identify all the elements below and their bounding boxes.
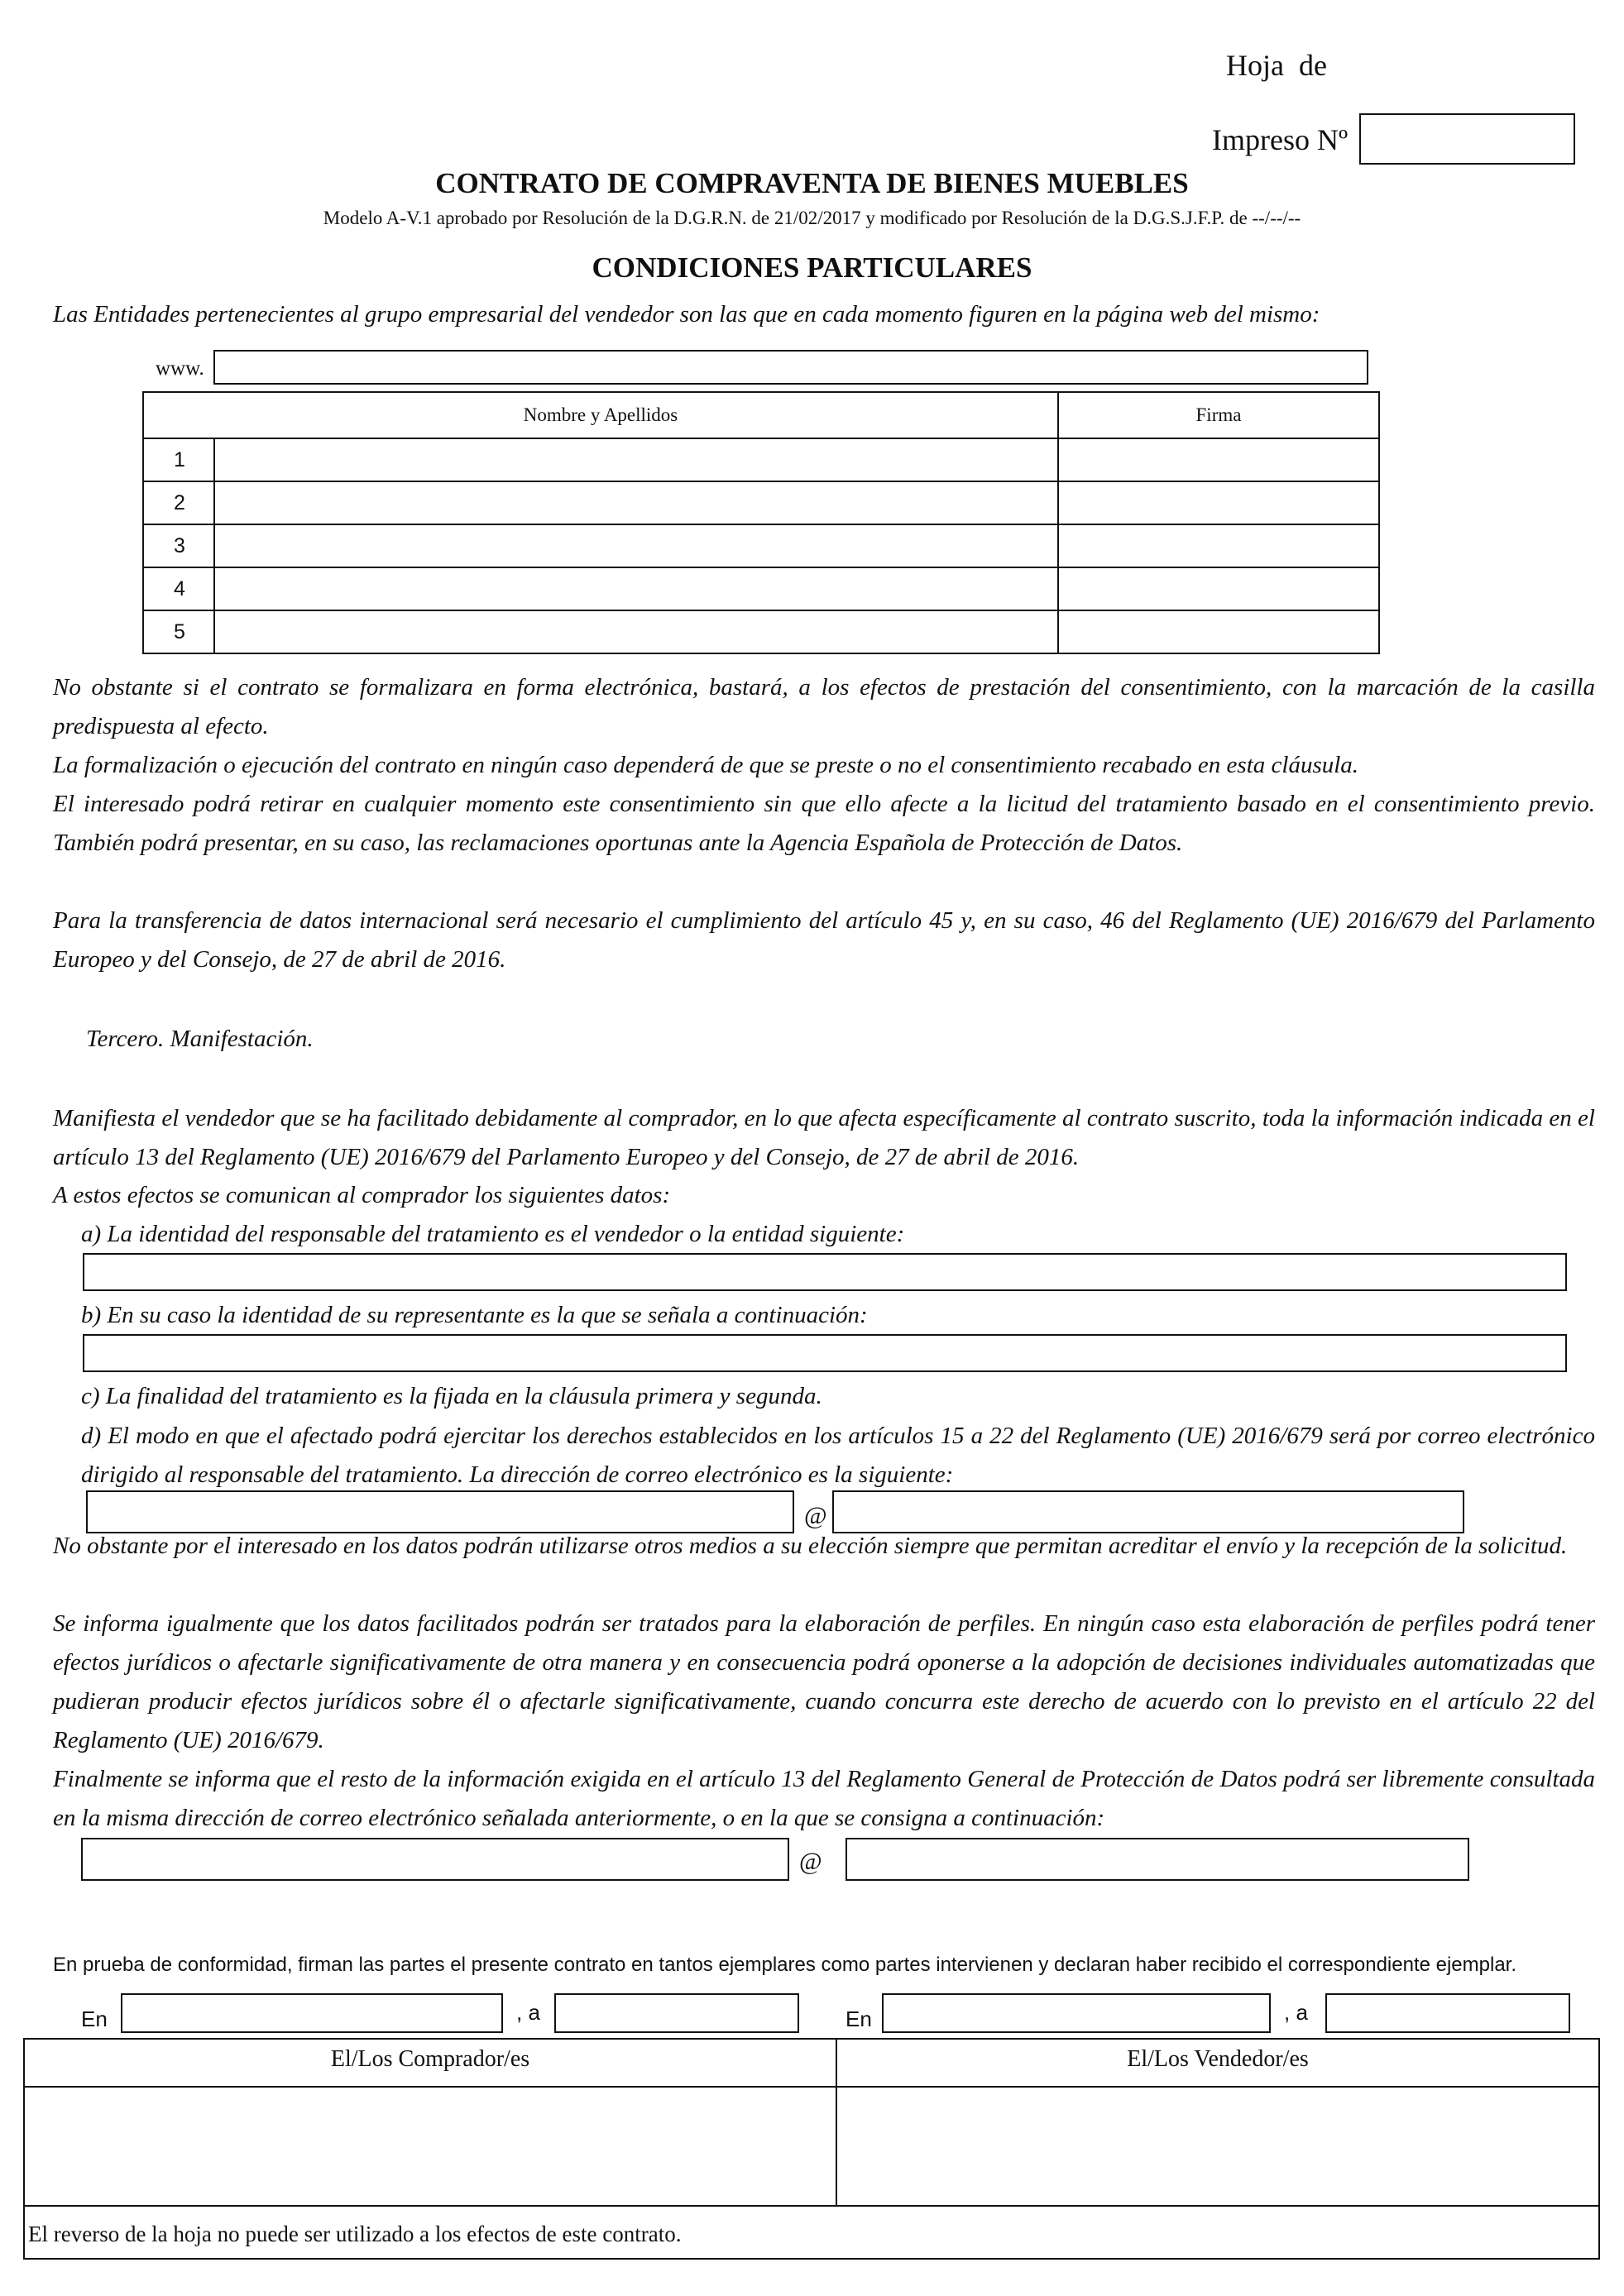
row-number: 3 bbox=[143, 524, 214, 567]
signature-cell[interactable] bbox=[1058, 610, 1379, 653]
name-cell[interactable] bbox=[214, 438, 1058, 481]
column-header-name: Nombre y Apellidos bbox=[143, 392, 1058, 438]
row-number: 5 bbox=[143, 610, 214, 653]
name-cell[interactable] bbox=[214, 610, 1058, 653]
at-sign: @ bbox=[799, 1848, 822, 1875]
impreso-number-field[interactable] bbox=[1359, 113, 1575, 165]
paragraph-electronic-form: No obstante si el contrato se formalizara en forma electrónica, bastará, a los efectos de prestación del consentimiento, con la marcación de la casilla predispuesta al efecto. bbox=[53, 674, 1595, 739]
name-cell[interactable] bbox=[214, 567, 1058, 610]
seller-header: El/Los Vendedor/es bbox=[1127, 2046, 1309, 2072]
name-cell[interactable] bbox=[214, 481, 1058, 524]
conformity-statement: En prueba de conformidad, firman las partes el presente contrato en tantos ejemplares como partes intervienen y declaran haber recibido el correspondiente ejemplar. bbox=[53, 1954, 1517, 1976]
paragraph-international-transfer: Para la transferencia de datos internacional será necesario el cumplimiento del artículo 45 y, en su caso, 46 del Reglamento (UE) 2016/679 del Parlamento Europeo y del Consejo, de 27 de abril de 2016. bbox=[53, 907, 1595, 973]
item-d: d) El modo en que el afectado podrá ejercitar los derechos establecidos en los artículos 15 a 22 del Reglamento (UE) 2016/679 será por correo electrónico dirigido al responsable del tratamiento. La dirección de correo electrónico es la siguiente: bbox=[81, 1423, 1595, 1488]
table-row bbox=[143, 481, 1379, 524]
buyer-date-field[interactable] bbox=[554, 1993, 799, 2033]
seller-signature-area[interactable] bbox=[839, 2088, 1598, 2205]
signature-cell[interactable] bbox=[1058, 481, 1379, 524]
divider bbox=[25, 2205, 1598, 2207]
paragraph-withdraw-consent: El interesado podrá retirar en cualquier momento este consentimiento sin que ello afecte a la licitud del tratamiento basado en el consentimiento previo. También podrá presentar, en su caso, las reclamaciones oportunas ante la Agencia Española de Protección de Datos. bbox=[53, 791, 1595, 856]
seller-place-label: En bbox=[846, 2007, 872, 2031]
signature-cell[interactable] bbox=[1058, 567, 1379, 610]
info-email-domain-field[interactable] bbox=[846, 1838, 1469, 1881]
table-row bbox=[143, 524, 1379, 567]
paragraph-other-means: No obstante por el interesado en los datos podrán utilizarse otros medios a su elección siempre que permitan acreditar el envío y la recepción de la solicitud. bbox=[53, 1533, 1568, 1559]
paragraph-profiling: Se informa igualmente que los datos facilitados podrán ser tratados para la elaboración de perfiles. En ningún caso esta elaboración de perfiles podrá tener efectos jurídicos o afectarle significativamente de otra manera y en consecuencia podrá oponerse a la adopción de decisiones individuales automatizadas que pudieran producir efectos jurídicos sobre él o afectarle significativamente, cuando concurra este derecho de acuerdo con lo previsto en el artículo 22 del Reglamento (UE) 2016/679. bbox=[53, 1610, 1595, 1753]
tercero-heading: Tercero. Manifestación. bbox=[86, 1026, 314, 1052]
table-header-row bbox=[143, 392, 1379, 438]
signatories-table bbox=[142, 391, 1380, 654]
info-email-user-field[interactable] bbox=[81, 1838, 789, 1881]
item-b: b) En su caso la identidad de su representante es la que se señala a continuación: bbox=[81, 1302, 868, 1328]
buyer-header: El/Los Comprador/es bbox=[330, 2046, 530, 2072]
item-a: a) La identidad del responsable del tratamiento es el vendedor o la entidad siguiente: bbox=[81, 1221, 905, 1247]
column-header-signature: Firma bbox=[1058, 392, 1379, 438]
website-field[interactable] bbox=[213, 350, 1368, 385]
name-cell[interactable] bbox=[214, 524, 1058, 567]
paragraph-manifestation: Manifiesta el vendedor que se ha facilitado debidamente al comprador, en lo que afecta específicamente al contrato suscrito, toda la información indicada en el artículo 13 del Reglamento (UE) 2016/679 del Parlamento Europeo y del Consejo, de 27 de abril de 2016. bbox=[53, 1105, 1595, 1170]
paragraph-further-info: Finalmente se informa que el resto de la información exigida en el artículo 13 del Reglamento General de Protección de Datos podrá ser libremente consultada en la misma dirección de correo electrónico señalada anteriormente, o en la que se consigna a continuación: bbox=[53, 1766, 1595, 1831]
representative-identity-field[interactable] bbox=[83, 1334, 1567, 1372]
row-number: 4 bbox=[143, 567, 214, 610]
signature-cell[interactable] bbox=[1058, 438, 1379, 481]
www-label: www. bbox=[156, 357, 204, 380]
at-sign: @ bbox=[804, 1502, 827, 1529]
signature-cell[interactable] bbox=[1058, 524, 1379, 567]
seller-date-label: , a bbox=[1284, 2000, 1308, 2025]
seller-date-field[interactable] bbox=[1325, 1993, 1570, 2033]
impreso-label: Impreso Nº bbox=[1212, 123, 1349, 156]
controller-identity-field[interactable] bbox=[83, 1253, 1567, 1291]
section-title: CONDICIONES PARTICULARES bbox=[592, 251, 1032, 284]
signatures-table bbox=[23, 2038, 1600, 2260]
table-row bbox=[143, 438, 1379, 481]
model-line: Modelo A-V.1 aprobado por Resolución de la D.G.R.N. de 21/02/2017 y modificado por Resolución de la D.G.S.J.F.P. de --/--/-- bbox=[323, 208, 1301, 228]
table-row bbox=[143, 567, 1379, 610]
row-number: 1 bbox=[143, 438, 214, 481]
row-number: 2 bbox=[143, 481, 214, 524]
seller-place-field[interactable] bbox=[882, 1993, 1271, 2033]
sheet-label: Hoja de bbox=[1226, 49, 1327, 82]
buyer-place-label: En bbox=[81, 2007, 108, 2031]
paragraph-data-intro: A estos efectos se comunican al comprador los siguientes datos: bbox=[53, 1182, 671, 1208]
contract-title: CONTRATO DE COMPRAVENTA DE BIENES MUEBLES bbox=[435, 167, 1189, 199]
footer-note: El reverso de la hoja no puede ser utilizado a los efectos de este contrato. bbox=[28, 2222, 682, 2246]
buyer-signature-area[interactable] bbox=[25, 2088, 834, 2205]
paragraph-formalization: La formalización o ejecución del contrato en ningún caso dependerá de que se preste o no el consentimiento recabado en esta cláusula. bbox=[53, 752, 1359, 778]
entities-intro: Las Entidades pertenecientes al grupo empresarial del vendedor son las que en cada momento figuren en la página web del mismo: bbox=[53, 301, 1320, 328]
table-row bbox=[143, 610, 1379, 653]
item-c: c) La finalidad del tratamiento es la fijada en la cláusula primera y segunda. bbox=[81, 1383, 822, 1409]
buyer-date-label: , a bbox=[516, 2000, 540, 2025]
buyer-place-field[interactable] bbox=[121, 1993, 503, 2033]
